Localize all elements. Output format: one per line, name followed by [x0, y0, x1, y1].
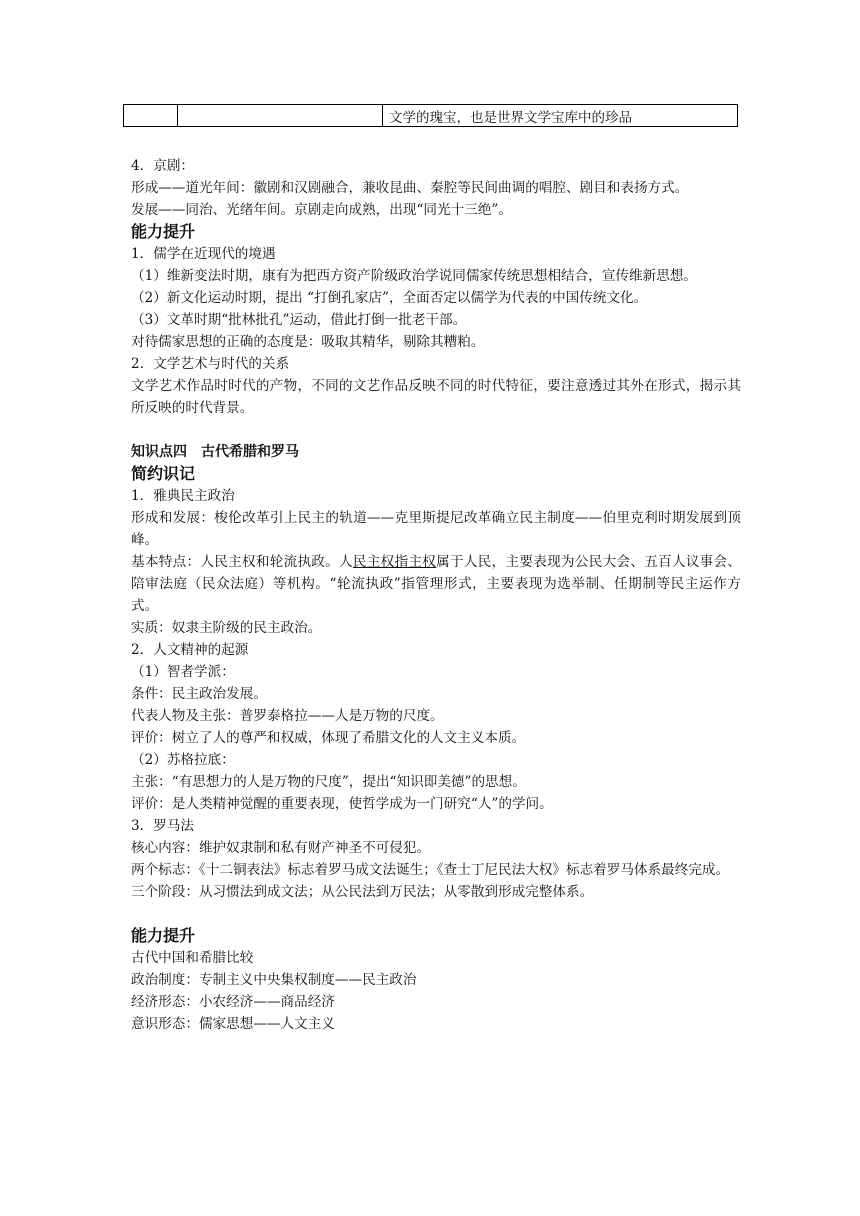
- subsection-title: 3．罗马法: [131, 818, 195, 834]
- paragraph: 核心内容：维护奴隶制和私有财产神圣不可侵犯。: [131, 840, 431, 856]
- spacer: [131, 419, 741, 441]
- paragraph: 两个标志：《十二铜表法》标志着罗马成文法诞生；《查士丁尼民法大权》标志着罗马体系最终完成。: [131, 862, 730, 878]
- text-run: 基本特点：人民主权和轮流执政。人: [131, 554, 353, 570]
- text-run: 属于人民，主要表现为公民大会、五百人议事会、陪审法庭（民众法庭）等机构。“轮流执政”指管理形式，主要表现为选举制、任期制等民主运作方式。: [131, 554, 742, 614]
- paragraph: 主张：“有思想力的人是万物的尺度”，提出“知识即美德”的思想。: [131, 774, 526, 790]
- paragraph: 条件：民主政治发展。: [131, 686, 267, 702]
- subsection-title: 2．人文精神的起源: [131, 642, 249, 658]
- paragraph: 代表人物及主张：普罗泰格拉——人是万物的尺度。: [131, 708, 444, 724]
- heading-memorize: 简约识记: [131, 464, 196, 483]
- paragraph: 实质：奴隶主阶级的民主政治。: [131, 620, 322, 636]
- table-row: [124, 105, 738, 127]
- paragraph: [131, 551, 741, 617]
- paragraph: 评价：树立了人的尊严和权威，体现了希腊文化的人文主义本质。: [131, 730, 526, 746]
- subsection-title: 1．儒学在近现代的境遇: [131, 246, 276, 262]
- paragraph: （1）维新变法时期，康有为把西方资产阶级政治学说同儒家传统思想相结合，宣传维新思想。: [131, 268, 697, 284]
- section-title-peking-opera: 4．京剧：: [131, 158, 195, 174]
- table-cell-3: 文学的瑰宝，也是世界文学宝库中的珍品: [383, 105, 738, 127]
- subsection-title: 2．文学艺术与时代的关系: [131, 356, 290, 372]
- paragraph: 形成和发展：梭伦改革引上民主的轨道——克里斯提尼改革确立民主制度——伯里克利时期发展到顶峰。: [131, 510, 741, 548]
- continued-table: [123, 104, 738, 127]
- paragraph: 发展——同治、光绪年间。京剧走向成熟，出现“同光十三绝”。: [131, 202, 512, 218]
- paragraph: 政治制度：专制主义中央集权制度——民主政治: [131, 972, 417, 988]
- underlined-text: 民主权指主权: [352, 554, 437, 570]
- paragraph: （2）苏格拉底：: [131, 752, 235, 768]
- heading-ability: 能力提升: [131, 926, 196, 945]
- table-cell-1: [124, 105, 178, 127]
- paragraph: 三个阶段：从习惯法到成文法；从公民法到万民法；从零散到形成完整体系。: [131, 884, 594, 900]
- paragraph: （3）文革时期“批林批孔”运动，借此打倒一批老干部。: [131, 312, 467, 328]
- paragraph: 评价：是人类精神觉醒的重要表现，使哲学成为一门研究“人”的学问。: [131, 796, 553, 812]
- paragraph: 文学艺术作品时时代的产物，不同的文艺作品反映不同的时代特征，要注意透过其外在形式，揭示其所反映的时代背景。: [131, 378, 741, 416]
- heading-ability: 能力提升: [131, 222, 196, 241]
- paragraph: （1）智者学派：: [131, 664, 235, 680]
- document-body: [131, 155, 741, 1035]
- spacer: [131, 903, 741, 925]
- table-cell-2: [178, 105, 383, 127]
- knowledge-point-title: 知识点四 古代希腊和罗马: [131, 444, 299, 460]
- paragraph: 形成——道光年间：徽剧和汉剧融合，兼收昆曲、秦腔等民间曲调的唱腔、剧目和表扬方式。: [131, 180, 689, 196]
- paragraph: 意识形态：儒家思想——人文主义: [131, 1016, 335, 1032]
- paragraph: 经济形态：小农经济——商品经济: [131, 994, 335, 1010]
- subsection-title: 1．雅典民主政治: [131, 488, 235, 504]
- paragraph: 古代中国和希腊比较: [131, 950, 254, 966]
- paragraph: 对待儒家思想的正确的态度是：吸取其精华，剔除其糟粕。: [131, 334, 485, 350]
- paragraph: （2）新文化运动时期，提出 “打倒孔家店”，全面否定以儒学为代表的中国传统文化。: [131, 290, 648, 306]
